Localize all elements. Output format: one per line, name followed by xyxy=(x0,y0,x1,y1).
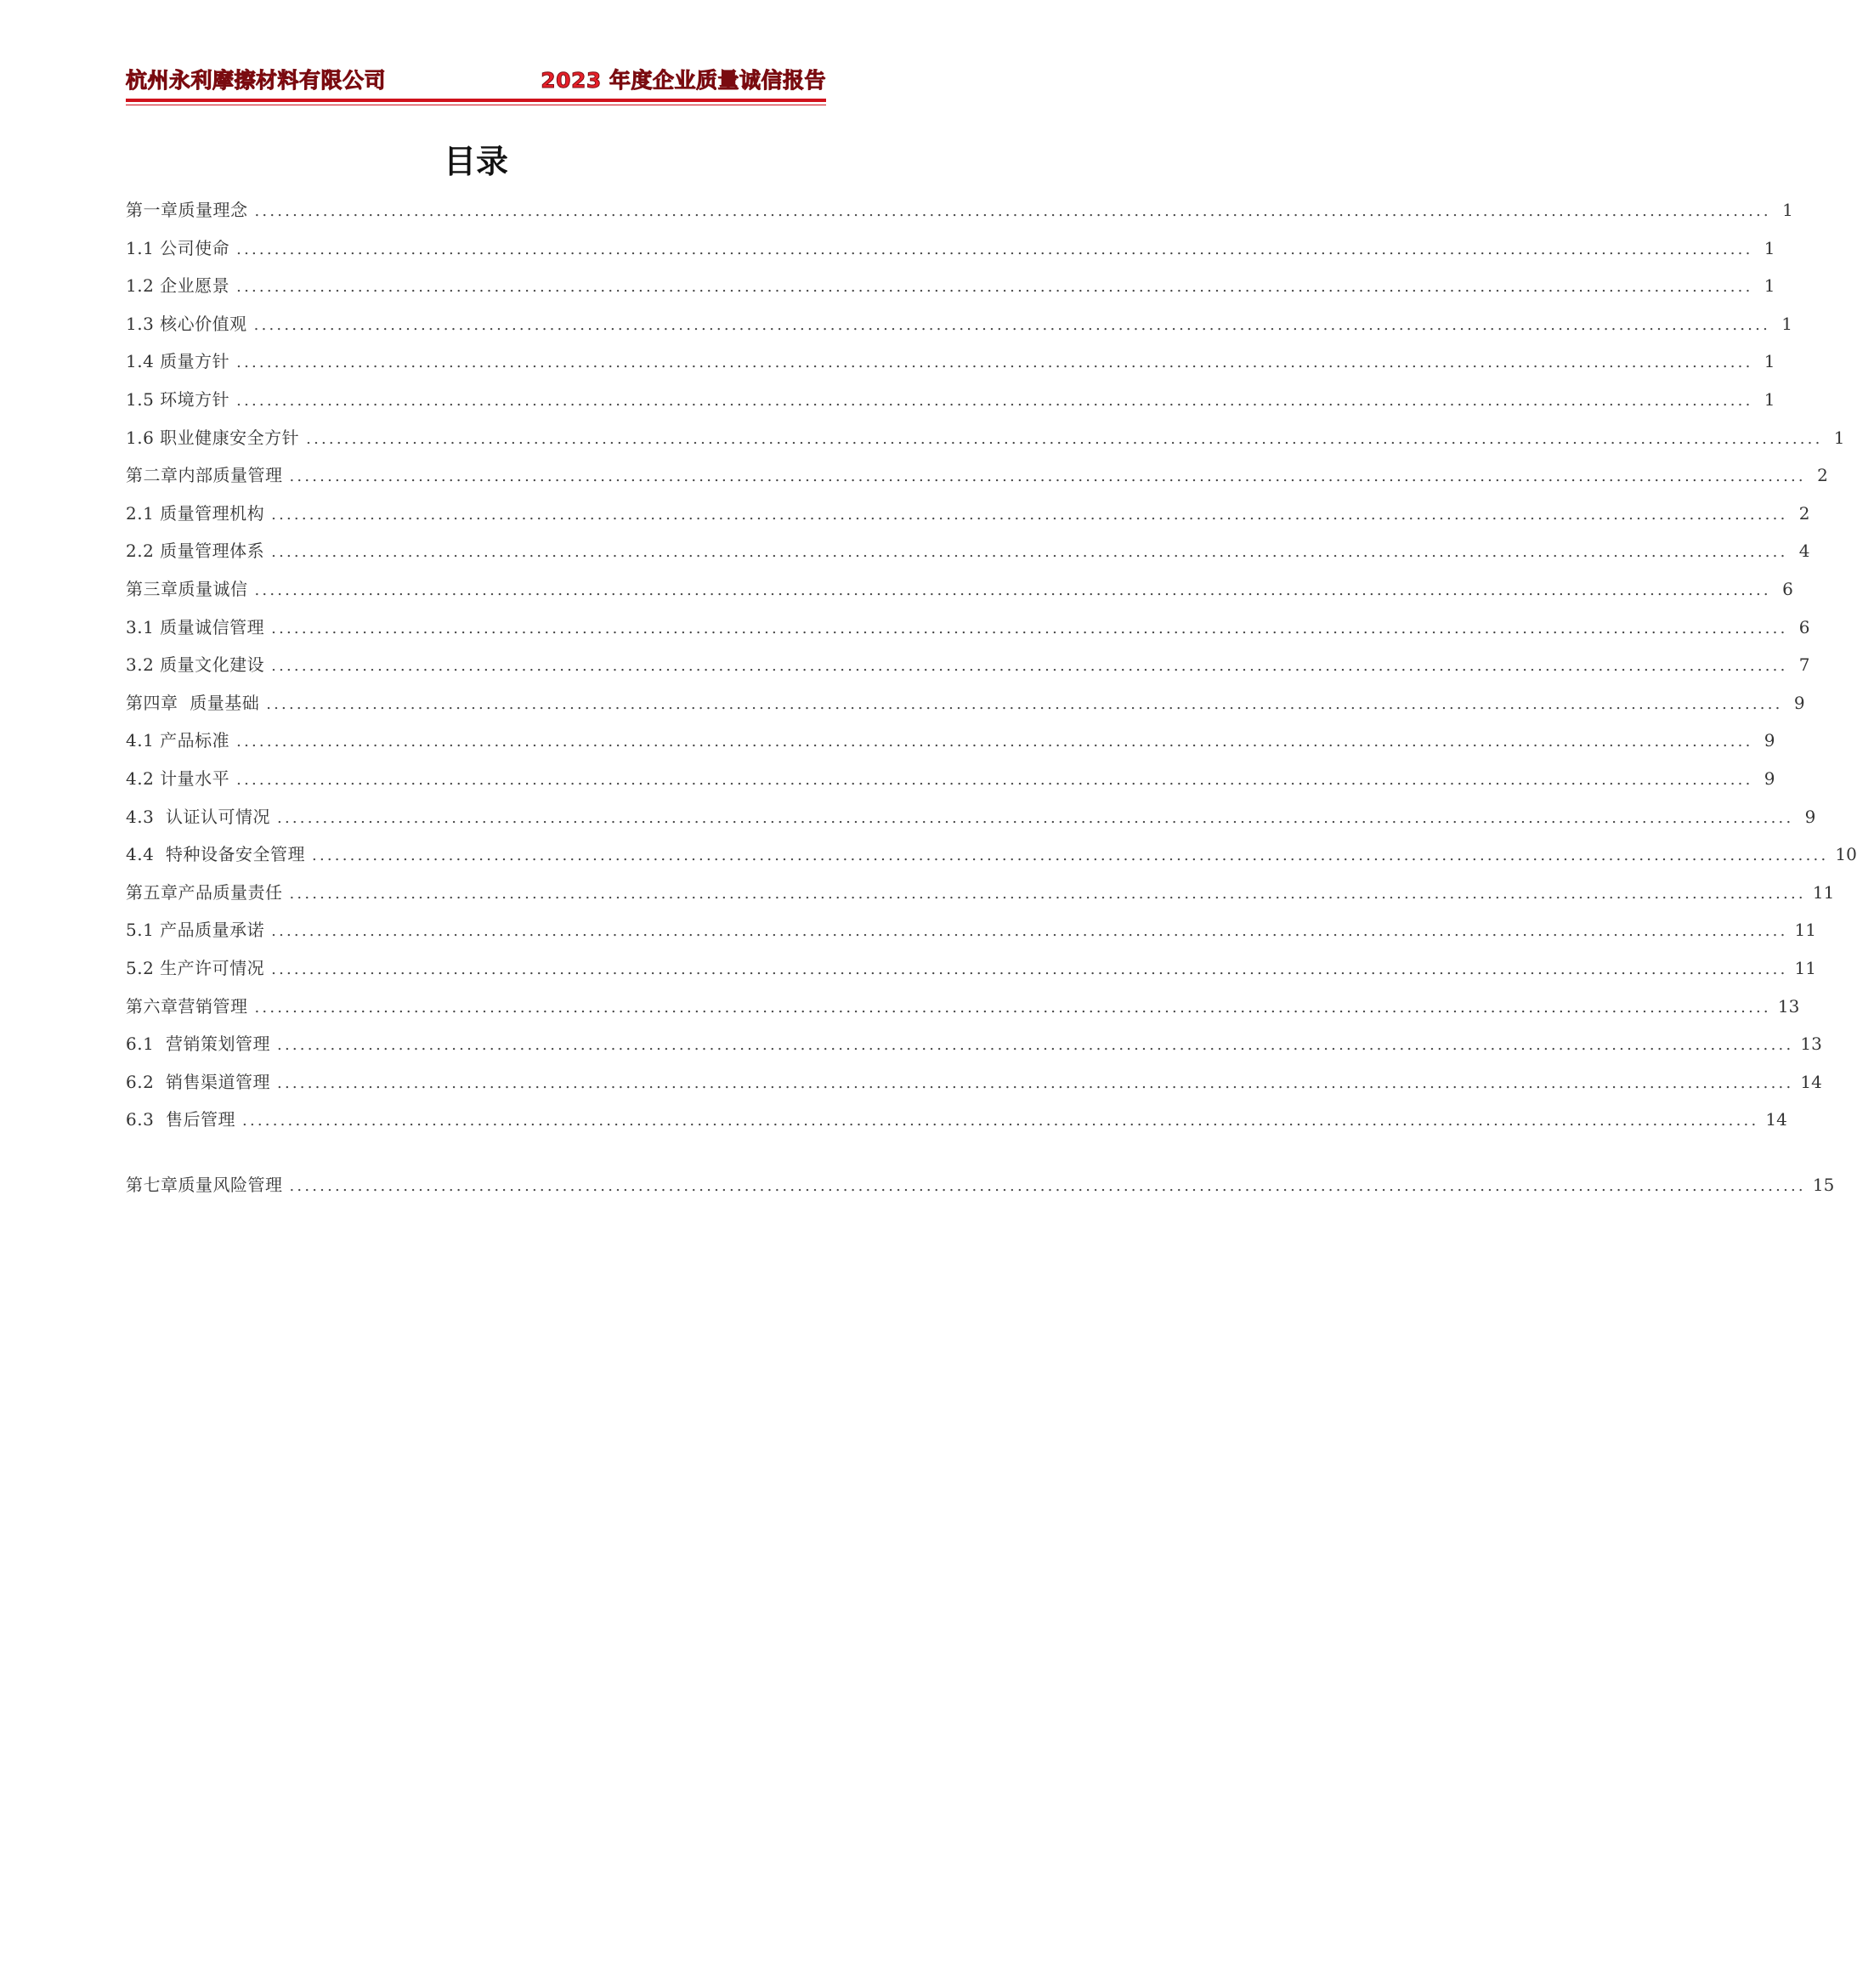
toc-entry-page: 9 xyxy=(1804,806,1816,827)
toc-dot-leader: ........................................................................................................................................................................................................ xyxy=(236,354,1753,372)
toc-entry-label: 1.1 公司使命 xyxy=(126,237,230,258)
toc-dot-leader: ........................................................................................................................................................................................................ xyxy=(254,581,1771,599)
toc-entry-page: 7 xyxy=(1798,654,1810,676)
toc-dot-leader: ........................................................................................................................................................................................................ xyxy=(254,998,1771,1017)
toc-entry-page: 1 xyxy=(1764,351,1775,372)
toc-dot-leader: ........................................................................................................................................................................................................ xyxy=(289,884,1806,903)
toc-dot-leader: ........................................................................................................................................................................................................ xyxy=(236,278,1753,297)
toc-entry-page: 1 xyxy=(1764,237,1775,258)
toc-entry[interactable] xyxy=(126,992,1800,1021)
toc-entry-label: 第一章质量理念 xyxy=(126,200,248,220)
toc-entry[interactable] xyxy=(126,347,1775,376)
toc-entry-page: 11 xyxy=(1812,881,1835,903)
toc-entry[interactable] xyxy=(126,688,1805,717)
toc-entry-label: 6.2 销售渠道管理 xyxy=(126,1071,271,1092)
toc-dot-leader: ........................................................................................................................................................................................................ xyxy=(271,922,1788,941)
toc-entry-label: 6.1 营销策划管理 xyxy=(126,1034,271,1055)
toc-entry-page: 6 xyxy=(1798,616,1810,637)
toc-entry-page: 9 xyxy=(1764,730,1775,751)
toc-entry[interactable] xyxy=(126,840,1857,869)
toc-entry-label: 3.1 质量诚信管理 xyxy=(126,616,265,637)
toc-entry-page: 15 xyxy=(1812,1175,1835,1195)
toc-entry-page: 4 xyxy=(1798,541,1810,562)
toc-entry-label: 第六章营销管理 xyxy=(126,995,248,1017)
page-title: 目录 xyxy=(443,143,508,180)
toc-entry-page: 11 xyxy=(1794,958,1816,978)
header-rule-thick xyxy=(126,99,826,102)
toc-entry-page: 1 xyxy=(1781,313,1793,334)
toc-dot-leader: ........................................................................................................................................................................................................ xyxy=(271,960,1788,978)
toc-entry-page: 14 xyxy=(1800,1071,1822,1092)
toc-entry-page: 13 xyxy=(1777,995,1800,1017)
toc-entry[interactable] xyxy=(126,915,1816,944)
toc-entry-label: 4.3 认证认可情况 xyxy=(126,806,271,827)
toc-entry[interactable] xyxy=(126,1105,1787,1134)
toc-entry-label: 5.2 生产许可情况 xyxy=(126,958,265,978)
toc-dot-leader: ........................................................................................................................................................................................................ xyxy=(289,467,1806,486)
toc-entry-page: 1 xyxy=(1764,389,1775,410)
toc-dot-leader: ........................................................................................................................................................................................................ xyxy=(306,429,1823,448)
toc-entry-page: 1 xyxy=(1782,200,1793,220)
toc-entry[interactable] xyxy=(126,234,1775,263)
toc-dot-leader: ........................................................................................................................................................................................................ xyxy=(289,1177,1806,1195)
toc-entry[interactable] xyxy=(126,802,1816,831)
toc-entry[interactable] xyxy=(126,878,1835,907)
toc-entry[interactable] xyxy=(126,499,1810,528)
toc-dot-leader: ........................................................................................................................................................................................................ xyxy=(242,1112,1759,1130)
toc-entry[interactable] xyxy=(126,1170,1835,1199)
toc-entry-label: 4.4 特种设备安全管理 xyxy=(126,844,306,865)
toc-entry[interactable] xyxy=(126,423,1845,452)
toc-dot-leader: ........................................................................................................................................................................................................ xyxy=(236,733,1753,751)
toc-entry[interactable] xyxy=(126,195,1793,224)
toc-dot-leader: ........................................................................................................................................................................................................ xyxy=(277,1073,1794,1092)
toc-entry[interactable] xyxy=(126,271,1775,300)
toc-entry-label: 3.2 质量文化建设 xyxy=(126,654,265,676)
toc-entry-label: 1.2 企业愿景 xyxy=(126,275,230,297)
toc-entry-label: 2.2 质量管理体系 xyxy=(126,541,265,562)
toc-dot-leader: ........................................................................................................................................................................................................ xyxy=(253,315,1771,334)
toc-dot-leader: ........................................................................................................................................................................................................ xyxy=(236,240,1753,258)
toc-dot-leader: ........................................................................................................................................................................................................ xyxy=(277,808,1794,827)
company-name: 杭州永利摩擦材料有限公司 xyxy=(126,68,387,93)
toc-dot-leader: ........................................................................................................................................................................................................ xyxy=(236,771,1753,789)
toc-entry-page: 6 xyxy=(1782,579,1793,599)
toc-dot-leader: ........................................................................................................................................................................................................ xyxy=(271,505,1788,524)
toc-entry-page: 1 xyxy=(1833,427,1845,448)
toc-entry-label: 第三章质量诚信 xyxy=(126,579,248,599)
toc-dot-leader: ........................................................................................................................................................................................................ xyxy=(266,694,1783,713)
toc-entry[interactable] xyxy=(126,536,1810,565)
toc-entry-label: 1.5 环境方针 xyxy=(126,389,230,410)
toc-entry[interactable] xyxy=(126,954,1816,983)
toc-dot-leader: ........................................................................................................................................................................................................ xyxy=(271,657,1788,676)
toc-entry-page: 10 xyxy=(1835,844,1857,865)
toc-entry[interactable] xyxy=(126,575,1793,603)
toc-dot-leader: ........................................................................................................................................................................................................ xyxy=(236,392,1753,410)
toc-entry-label: 4.1 产品标准 xyxy=(126,730,230,751)
toc-dot-leader: ........................................................................................................................................................................................................ xyxy=(271,619,1788,637)
toc-entry[interactable] xyxy=(126,385,1775,414)
toc-entry-page: 2 xyxy=(1798,502,1810,524)
toc-entry-label: 1.4 质量方针 xyxy=(126,351,230,372)
toc-entry-label: 5.1 产品质量承诺 xyxy=(126,920,265,941)
report-title: 2023 年度企业质量诚信报告 xyxy=(541,68,826,93)
toc-entry[interactable] xyxy=(126,726,1775,755)
toc-entry[interactable] xyxy=(126,650,1810,679)
toc-entry-label: 1.3 核心价值观 xyxy=(126,313,247,334)
toc-entry-label: 4.2 计量水平 xyxy=(126,768,230,789)
toc-entry[interactable] xyxy=(126,1029,1822,1058)
toc-entry[interactable] xyxy=(126,613,1810,642)
toc-entry-label: 第四章 质量基础 xyxy=(126,692,260,713)
toc-entry-page: 9 xyxy=(1793,692,1805,713)
toc-entry-label: 第七章质量风险管理 xyxy=(126,1175,283,1195)
toc-dot-leader: ........................................................................................................................................................................................................ xyxy=(254,202,1771,220)
toc-dot-leader: ........................................................................................................................................................................................................ xyxy=(277,1036,1794,1055)
toc-entry-page: 14 xyxy=(1765,1109,1787,1130)
toc-entry-page: 11 xyxy=(1794,920,1816,941)
toc-entry-label: 第五章产品质量责任 xyxy=(126,881,283,903)
toc-entry-page: 9 xyxy=(1764,768,1775,789)
toc-entry-label: 1.6 职业健康安全方针 xyxy=(126,427,300,448)
running-header xyxy=(126,66,826,95)
toc-entry[interactable] xyxy=(126,764,1775,793)
toc-dot-leader: ........................................................................................................................................................................................................ xyxy=(271,543,1788,562)
toc-entry-label: 第二章内部质量管理 xyxy=(126,465,283,486)
toc-entry-page: 2 xyxy=(1817,465,1828,486)
toc-entry-page: 13 xyxy=(1800,1034,1822,1055)
toc-entry-label: 2.1 质量管理机构 xyxy=(126,502,265,524)
toc-entry[interactable] xyxy=(126,309,1793,338)
toc-dot-leader: ........................................................................................................................................................................................................ xyxy=(312,847,1829,865)
toc-entry[interactable] xyxy=(126,461,1828,490)
toc-entry[interactable] xyxy=(126,1068,1822,1096)
toc-entry-page: 1 xyxy=(1764,275,1775,297)
toc-entry-label: 6.3 售后管理 xyxy=(126,1109,236,1130)
